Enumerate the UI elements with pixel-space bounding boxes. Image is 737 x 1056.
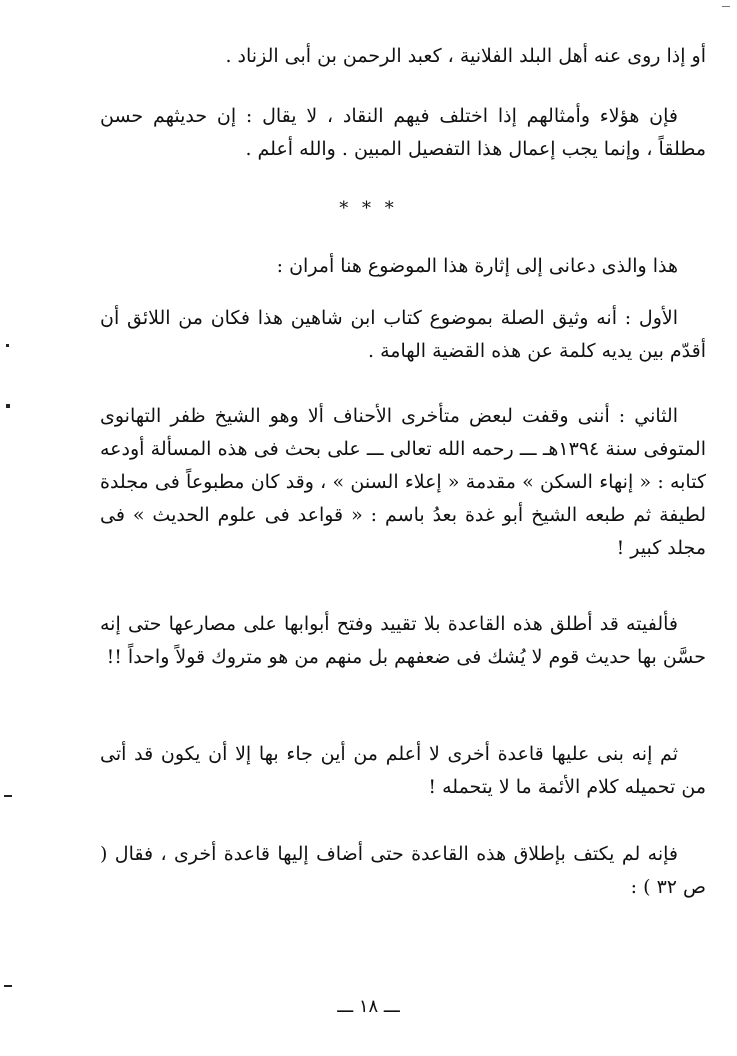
scan-speck <box>722 6 730 7</box>
scan-speck <box>4 795 12 797</box>
paragraph-4: الأول : أنه وثيق الصلة بموضوع كتاب ابن شاهين هذا فكان من اللائق أن أقدّم بين يديه كلمة عن هذه القضية الهامة . <box>100 307 706 362</box>
scan-speck <box>6 404 10 408</box>
paragraph-5: الثاني : أننى وقفت لبعض متأخرى الأحناف ألا وهو الشيخ ظفر التهانوى المتوفى سنة ١٣٩٤هـ ـــ رحمه الله تعالى ـــ على بحث فى هذه المسألة أودعه كتابه : « إنهاء السكن » مقدمة « إعلاء السنن » ، وقد كان مطبوعاً فى مجلدة لطيفة ثم طبعه الشيخ أبو غدة بعدُ باسم : « قواعد فى علوم الحديث » فى مجلد كبير ! <box>100 405 706 559</box>
paragraph-3: هذا والذى دعانى إلى إثارة هذا الموضوع هنا أمران : <box>276 255 678 277</box>
paragraph-1: أو إذا روى عنه أهل البلد الفلانية ، كعبد الرحمن بن أبى الزناد . <box>225 45 706 67</box>
paragraph-7: ثم إنه بنى عليها قاعدة أخرى لا أعلم من أين جاء بها إلا أن يكون قد أتى من تحميله كلام الأئمة ما لا يتحمله ! <box>100 743 706 798</box>
paragraph-6: فألفيته قد أطلق هذه القاعدة بلا تقييد وفتح أبوابها على مصارعها حتى إنه حسَّن بها حديث قوم لا يُشك فى ضعفهم بل منهم من هو متروك قولاً واحداً !! <box>100 613 706 668</box>
paragraph-8: فإنه لم يكتف بإطلاق هذه القاعدة حتى أضاف إليها قاعدة أخرى ، فقال ( ص ٣٢ ) : <box>100 843 706 898</box>
scan-speck <box>4 985 12 987</box>
section-separator: * * * <box>339 198 398 219</box>
paragraph-2: فإن هؤلاء وأمثالهم إذا اختلف فيهم النقاد ، لا يقال : إن حديثهم حسن مطلقاً ، وإنما يجب إعمال هذا التفصيل المبين . والله أعلم . <box>100 105 706 160</box>
page-number: ـــ ١٨ ـــ <box>337 996 400 1017</box>
scan-speck <box>6 344 9 347</box>
